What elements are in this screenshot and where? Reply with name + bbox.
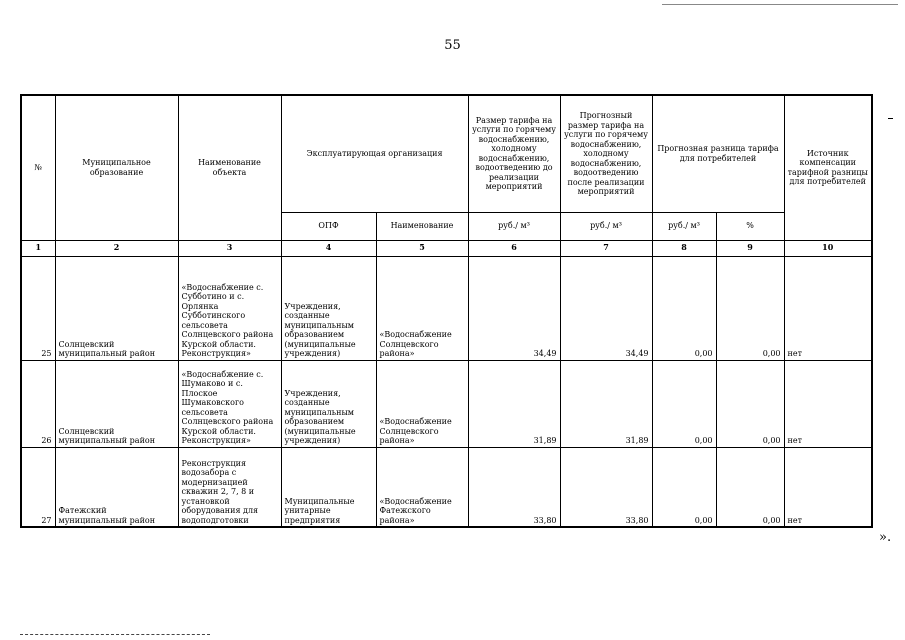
org-name-cell: «Водоснабжение Фатежского района»: [376, 447, 468, 527]
row-number: 26: [21, 360, 55, 447]
org-name-cell: «Водоснабжение Солнцевского района»: [376, 256, 468, 360]
municipality-cell: Фатежский муниципальный район: [55, 447, 178, 527]
table-row: [21, 360, 872, 447]
table-row: [21, 447, 872, 527]
row-number: 27: [21, 447, 55, 527]
header-unit-rub: руб./ м³: [652, 212, 716, 240]
diff-percent-cell: 0,00: [716, 256, 784, 360]
closing-quote-mark: ».: [879, 530, 892, 545]
column-index: 6: [468, 240, 560, 256]
org-name-cell: «Водоснабжение Солнцевского района»: [376, 360, 468, 447]
header-row-main: [21, 95, 872, 212]
tariff-before-cell: 34,49: [468, 256, 560, 360]
header-tariff-after: Прогнозный размер тарифа на услуги по горячему водоснабжению, холодному водоснабжению, водоотведению после реализации мероприятий: [560, 95, 652, 212]
header-tariff-diff: Прогнозная разница тарифа для потребителей: [652, 95, 784, 212]
municipality-cell: Солнцевский муниципальный район: [55, 256, 178, 360]
object-name-cell: «Водоснабжение с. Шумаково и с. Плоское Шумаковского сельсовета Солнцевского района Курской области. Реконструкция»: [178, 360, 281, 447]
tariff-after-cell: 31,89: [560, 360, 652, 447]
column-index: 7: [560, 240, 652, 256]
column-index: 10: [784, 240, 872, 256]
object-name-cell: «Водоснабжение с. Субботино и с. Орлянка Субботинского сельсовета Солнцевского района Курской области. Реконструкция»: [178, 256, 281, 360]
column-index: 8: [652, 240, 716, 256]
header-no: №: [21, 95, 55, 240]
column-index: 1: [21, 240, 55, 256]
source-cell: нет: [784, 256, 872, 360]
header-tariff-before: Размер тарифа на услуги по горячему водоснабжению, холодному водоснабжению, водоотведению до реализации мероприятий: [468, 95, 560, 212]
object-name-cell: Реконструкция водозабора с модернизацией скважин 2, 7, 8 и установкой оборудования для водоподготовки: [178, 447, 281, 527]
opf-cell: Учреждения, созданные муниципальным образованием (муниципальные учреждения): [281, 360, 376, 447]
column-index: 9: [716, 240, 784, 256]
column-index-row: [21, 240, 872, 256]
header-municipality: Муниципальное образование: [55, 95, 178, 240]
header-operator-name: Наименование: [376, 212, 468, 240]
header-object-name: Наименование объекта: [178, 95, 281, 240]
tariff-table: [20, 94, 873, 528]
table-row: [21, 256, 872, 360]
diff-percent-cell: 0,00: [716, 447, 784, 527]
source-cell: нет: [784, 360, 872, 447]
header-operator: Эксплуатирующая организация: [281, 95, 468, 212]
tariff-after-cell: 34,49: [560, 256, 652, 360]
header-compensation-source: Источник компенсации тарифной разницы для потребителей: [784, 95, 872, 240]
diff-rub-cell: 0,00: [652, 447, 716, 527]
scan-artifact-bottom-line: [20, 634, 210, 636]
source-cell: нет: [784, 447, 872, 527]
header-unit-rub: руб./ м³: [560, 212, 652, 240]
tariff-before-cell: 31,89: [468, 360, 560, 447]
row-number: 25: [21, 256, 55, 360]
header-operator-opf: ОПФ: [281, 212, 376, 240]
page-number: 55: [444, 38, 461, 53]
opf-cell: Муниципальные унитарные предприятия: [281, 447, 376, 527]
column-index: 2: [55, 240, 178, 256]
column-index: 4: [281, 240, 376, 256]
column-index: 5: [376, 240, 468, 256]
diff-percent-cell: 0,00: [716, 360, 784, 447]
diff-rub-cell: 0,00: [652, 360, 716, 447]
opf-cell: Учреждения, созданные муниципальным образованием (муниципальные учреждения): [281, 256, 376, 360]
tariff-before-cell: 33,80: [468, 447, 560, 527]
scan-artifact-top-line: [662, 4, 898, 6]
header-unit-rub: руб./ м³: [468, 212, 560, 240]
tariff-after-cell: 33,80: [560, 447, 652, 527]
column-index: 3: [178, 240, 281, 256]
municipality-cell: Солнцевский муниципальный район: [55, 360, 178, 447]
header-unit-percent: %: [716, 212, 784, 240]
scan-artifact-dash: [888, 118, 893, 119]
diff-rub-cell: 0,00: [652, 256, 716, 360]
